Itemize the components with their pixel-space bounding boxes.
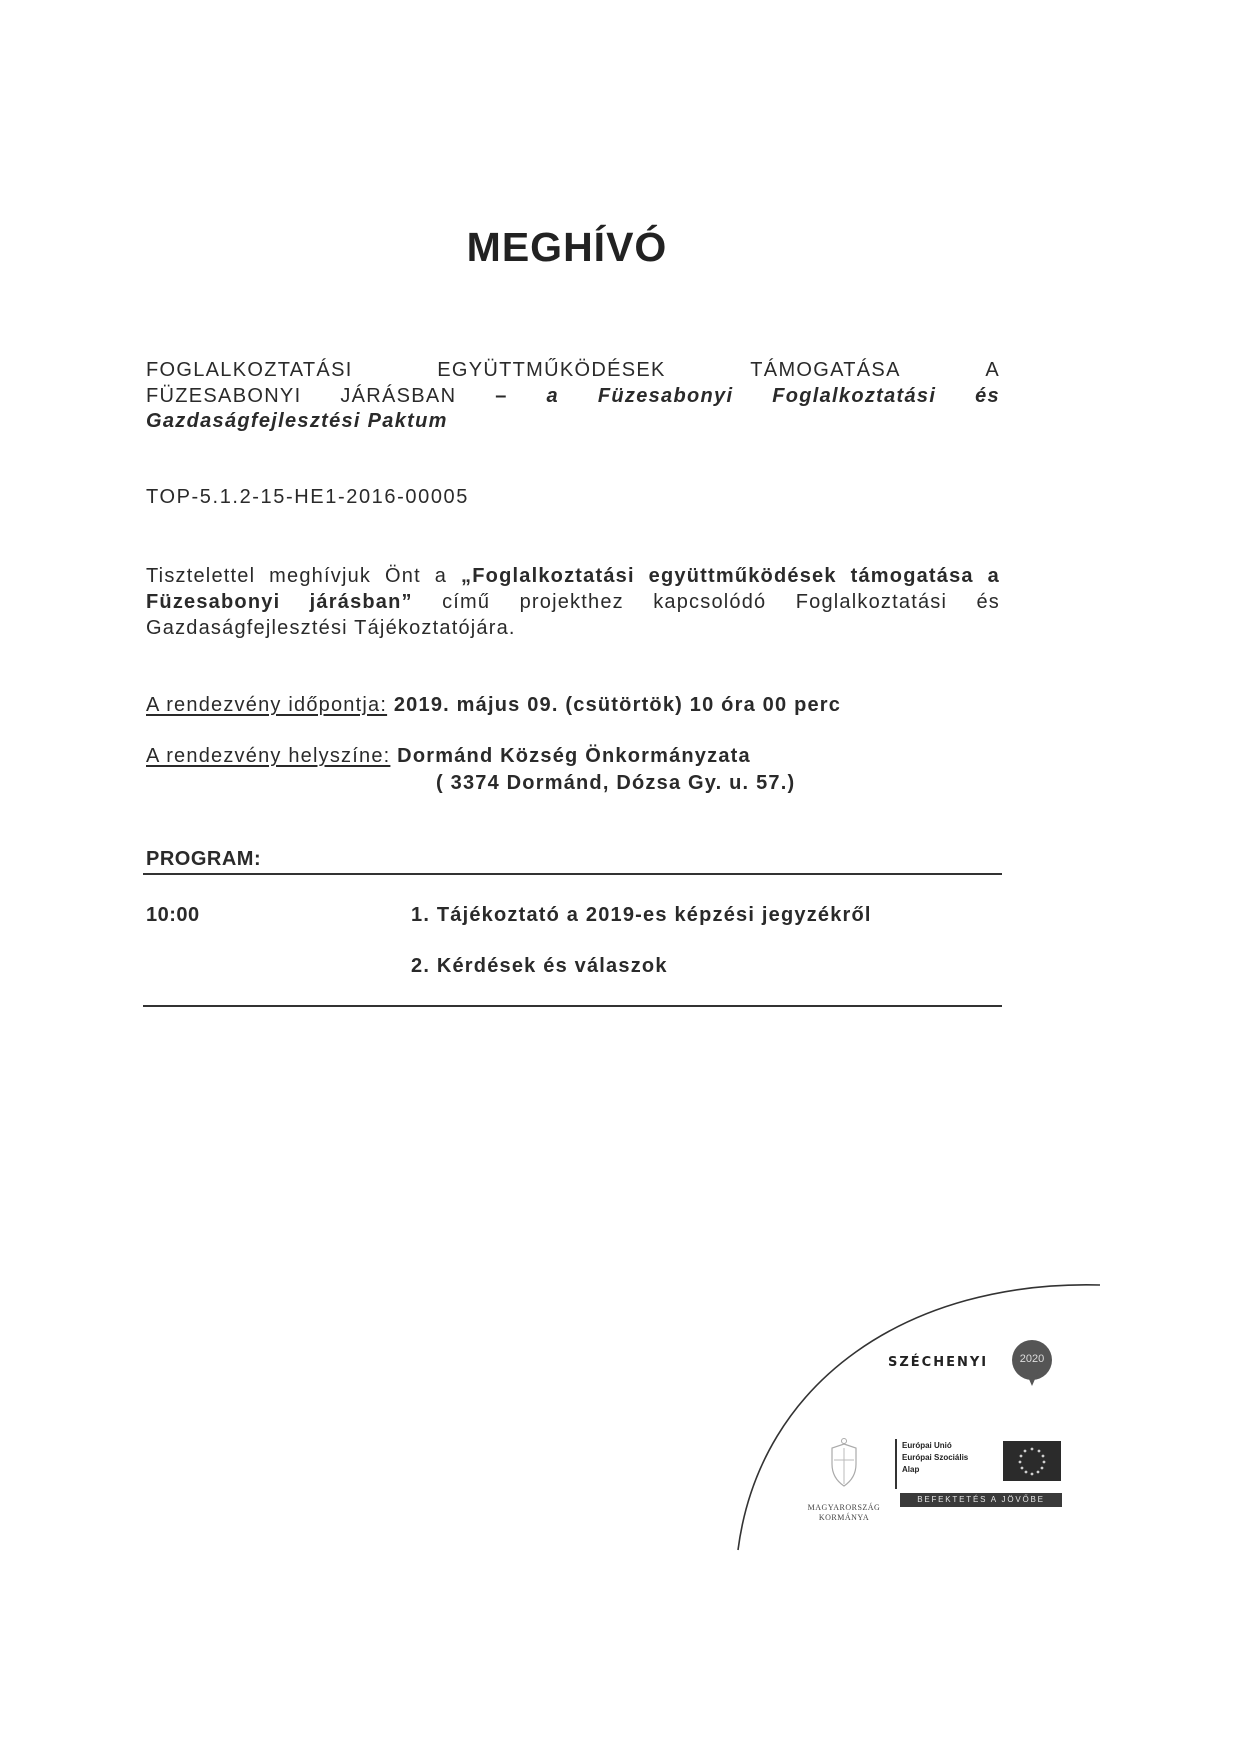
eu-text-line: Alap	[902, 1465, 920, 1474]
event-date-label: A rendezvény időpontja:	[146, 694, 388, 716]
project-title-word: EGYÜTTMŰKÖDÉSEK	[437, 359, 666, 381]
event-place-value: Dormánd Község Önkormányzata	[397, 745, 751, 767]
event-date-value: 2019. május 09. (csütörtök) 10 óra 00 perc	[393, 694, 842, 716]
program-item: 1. Tájékoztató a 2019-es képzési jegyzékről	[411, 904, 872, 926]
eu-text	[902, 1440, 968, 1476]
program-heading: PROGRAM:	[146, 848, 262, 870]
project-title-word: FÜZESABONYI	[146, 385, 302, 407]
project-name-bold: „Foglalkoztatási együttműködések támogatása a Füzesabonyi járásban”	[146, 565, 1001, 613]
szechenyi-year: 2020	[1019, 1353, 1045, 1365]
invitation-lead: Tisztelettel meghívjuk Önt a	[146, 565, 462, 587]
project-title-line-1	[146, 357, 1000, 383]
eu-divider	[895, 1439, 897, 1489]
project-title-word: TÁMOGATÁSA	[750, 359, 901, 381]
project-title-word: Füzesabonyi	[597, 385, 734, 407]
project-title-word: a	[546, 385, 559, 407]
szechenyi-pin-icon	[1012, 1340, 1052, 1380]
project-title-word: és	[975, 385, 1000, 407]
project-title-word: –	[495, 385, 508, 407]
project-title-word: JÁRÁSBAN	[340, 385, 457, 407]
event-place-address: ( 3374 Dormánd, Dózsa Gy. u. 57.)	[436, 772, 796, 794]
invitation-text	[146, 563, 1000, 641]
szechenyi-label: SZÉCHENYI	[888, 1355, 989, 1370]
project-title-line-3: Gazdaságfejlesztési Paktum	[146, 410, 448, 432]
eu-flag-icon	[1003, 1441, 1061, 1481]
project-code: TOP-5.1.2-15-HE1-2016-00005	[146, 486, 469, 508]
event-place-label: A rendezvény helyszíne:	[146, 745, 391, 767]
funding-logo-block	[730, 1260, 1110, 1560]
hungary-coat-of-arms-icon	[825, 1438, 863, 1496]
government-label-line: MAGYARORSZÁG	[807, 1503, 881, 1512]
government-label-line: KORMÁNYA	[818, 1513, 870, 1522]
decorative-arc	[730, 1260, 1110, 1560]
invitation-tail: című projekthez kapcsolódó Foglalkoztatási és Gazdaságfejlesztési Tájékoztatójára.	[146, 591, 1000, 639]
project-title-word: FOGLALKOZTATÁSI	[146, 359, 353, 381]
event-place-row	[146, 743, 1000, 769]
program-top-divider	[143, 873, 1002, 875]
event-date-row	[146, 692, 1000, 718]
eu-text-line: Európai Unió	[902, 1441, 952, 1450]
eu-text-line: Európai Szociális	[902, 1453, 969, 1462]
project-title-line-2	[146, 383, 1000, 409]
government-label	[796, 1503, 892, 1523]
program-bottom-divider	[143, 1005, 1002, 1007]
program-item: 2. Kérdések és válaszok	[411, 955, 668, 977]
eu-banner: BEFEKTETÉS A JÖVŐBE	[900, 1493, 1062, 1507]
project-title-word: A	[985, 359, 1000, 381]
program-time: 10:00	[146, 904, 200, 926]
page-title: MEGHÍVÓ	[466, 224, 668, 270]
project-title-word: Foglalkoztatási	[772, 385, 937, 407]
